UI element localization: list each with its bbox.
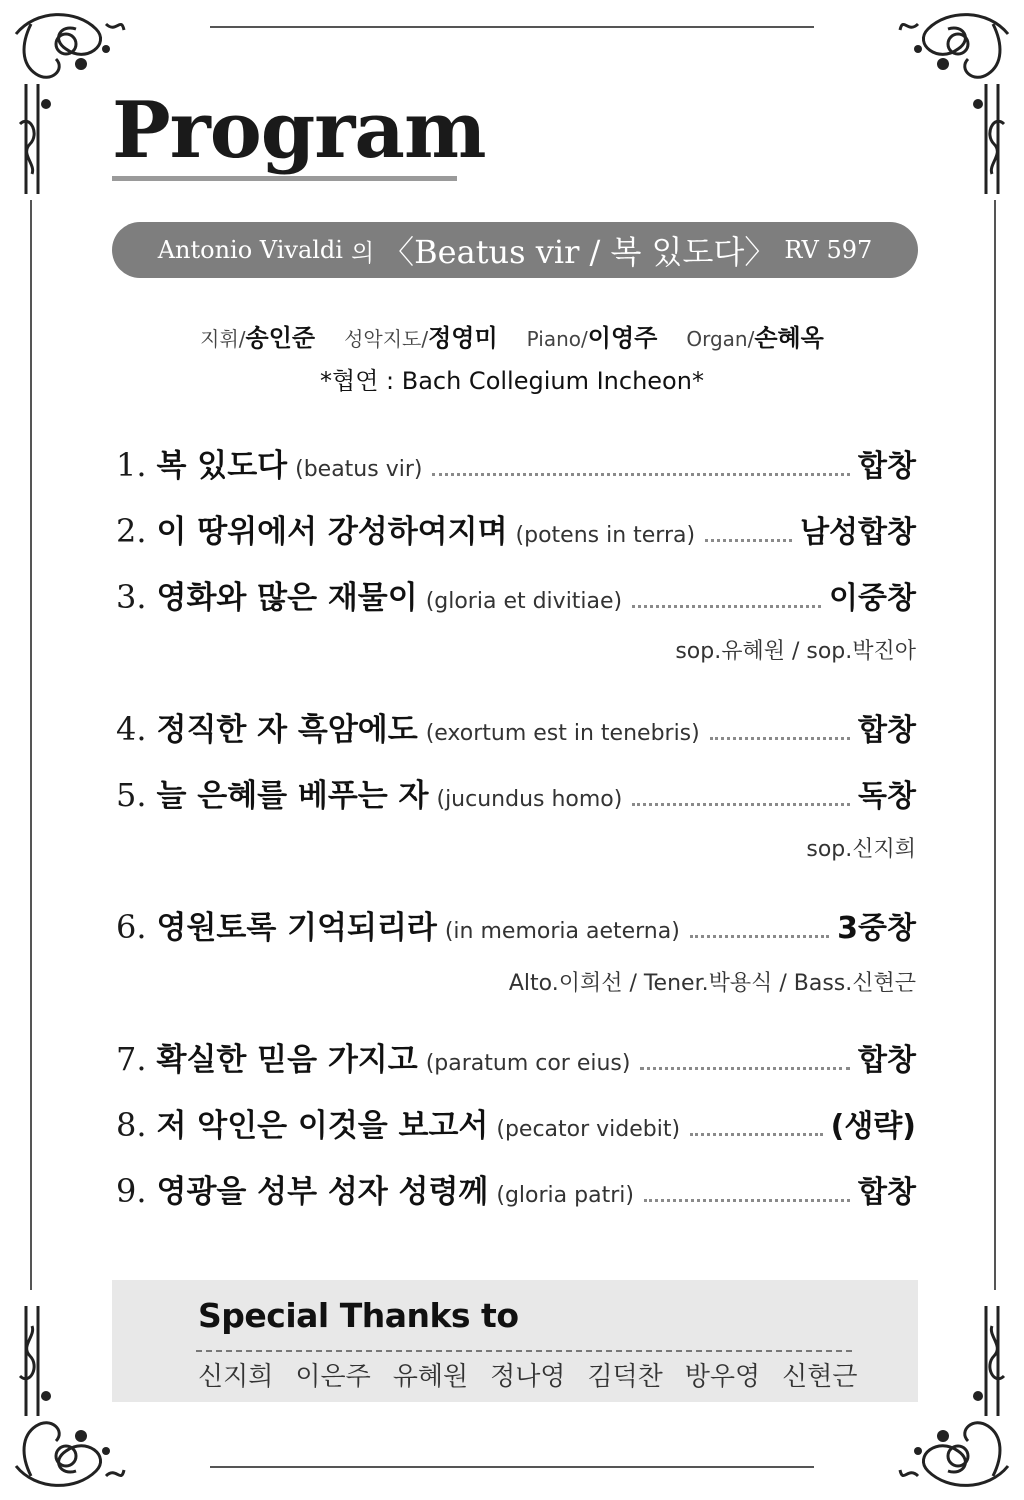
composer-name: Antonio Vivaldi <box>157 236 343 264</box>
item-number: 7. <box>116 1040 147 1078</box>
item-korean-title: 확실한 믿음 가지고 <box>156 1042 418 1078</box>
item-performance-type: 3중창 <box>837 911 916 946</box>
credit-name: 정영미 <box>428 324 498 352</box>
item-performance-type: 합창 <box>858 713 916 748</box>
ornament-top-left-icon <box>6 4 126 204</box>
item-performance-type: 합창 <box>858 449 916 484</box>
work-catalog: RV 597 <box>784 236 873 264</box>
thanks-name: 방우영 <box>684 1362 761 1392</box>
program-item <box>116 506 916 550</box>
item-soloists: Alto.이희선 / Tener.박용식 / Bass.신현근 <box>508 971 916 996</box>
item-latin-title: (pecator videbit) <box>496 1117 681 1142</box>
item-latin-title: (beatus vir) <box>295 457 423 482</box>
leader-dots <box>640 1067 850 1070</box>
item-korean-title: 복 있도다 <box>156 448 288 484</box>
leader-dots <box>705 539 792 542</box>
special-thanks-box <box>112 1280 918 1402</box>
item-number: 3. <box>116 578 147 616</box>
item-korean-title: 영광을 성부 성자 성령께 <box>156 1174 489 1210</box>
item-number: 1. <box>116 446 147 484</box>
program-item <box>116 1034 916 1078</box>
program-item <box>116 770 916 814</box>
credit-name: 송인준 <box>245 324 316 352</box>
leader-dots <box>432 473 850 476</box>
item-korean-title: 영원토록 기억되리라 <box>156 910 437 946</box>
item-performance-type: 이중창 <box>829 581 916 616</box>
ornament-top-right-icon <box>898 4 1018 204</box>
thanks-names-list <box>198 1356 858 1393</box>
item-latin-title: (potens in terra) <box>515 523 696 548</box>
item-performance-type: 남성합창 <box>800 515 916 550</box>
thanks-name: 신지희 <box>198 1362 274 1392</box>
thanks-name: 정나영 <box>490 1362 566 1392</box>
title-underline <box>112 176 457 181</box>
thanks-name: 이은주 <box>295 1362 371 1392</box>
item-korean-title: 저 악인은 이것을 보고서 <box>156 1108 489 1144</box>
leader-dots <box>632 803 850 806</box>
special-thanks-title: Special Thanks to <box>198 1296 519 1335</box>
credit-name: 이영주 <box>587 324 658 352</box>
thanks-divider <box>196 1350 852 1352</box>
work-name: 〈Beatus vir / 복 있도다〉 <box>382 233 777 271</box>
thanks-name: 유혜원 <box>392 1362 469 1392</box>
item-korean-title: 늘 은혜를 베푸는 자 <box>156 778 429 814</box>
leader-dots <box>710 737 850 740</box>
ornament-bottom-left-icon <box>6 1296 126 1496</box>
credit-role: Piano/ <box>526 327 588 351</box>
page-title-block <box>112 85 486 181</box>
item-performance-type: 합창 <box>858 1043 916 1078</box>
thanks-name: 김덕찬 <box>587 1362 663 1392</box>
item-korean-title: 정직한 자 흑암에도 <box>156 712 418 748</box>
credit-role: 지휘/ <box>200 327 246 351</box>
frame-bottom-line <box>210 1466 814 1468</box>
item-soloists: sop.유혜원 / sop.박진아 <box>675 639 916 664</box>
collaboration-note: *협연 : Bach Collegium Incheon* <box>320 367 704 395</box>
thanks-name: 신현근 <box>782 1362 858 1392</box>
credit-role: 성악지도/ <box>344 327 429 351</box>
leader-dots <box>644 1199 850 1202</box>
program-item <box>116 572 916 616</box>
item-number: 4. <box>116 710 147 748</box>
item-number: 9. <box>116 1172 147 1210</box>
item-korean-title: 영화와 많은 재물이 <box>156 580 418 616</box>
leader-dots <box>632 605 821 608</box>
item-latin-title: (exortum est in tenebris) <box>425 721 700 746</box>
program-item <box>116 704 916 748</box>
program-item <box>116 1166 916 1210</box>
item-latin-title: (paratum cor eius) <box>425 1051 631 1076</box>
leader-dots <box>690 1133 823 1136</box>
item-latin-title: (gloria et divitiae) <box>425 589 623 614</box>
item-performance-type: 독창 <box>858 779 916 814</box>
credits-row <box>0 318 1024 353</box>
item-performance-type: (생략) <box>830 1109 916 1144</box>
item-latin-title: (gloria patri) <box>496 1183 634 1208</box>
item-latin-title: (jucundus homo) <box>436 787 623 812</box>
item-number: 5. <box>116 776 147 814</box>
credit-name: 손혜옥 <box>754 324 824 352</box>
work-title-banner <box>112 222 918 278</box>
item-number: 2. <box>116 512 147 550</box>
item-performance-type: 합창 <box>858 1175 916 1210</box>
item-number: 8. <box>116 1106 147 1144</box>
item-soloists: sop.신지희 <box>806 837 916 862</box>
item-latin-title: (in memoria aeterna) <box>444 919 680 944</box>
page-title: Program <box>112 85 486 176</box>
frame-top-line <box>210 26 814 28</box>
program-item <box>116 440 916 484</box>
item-number: 6. <box>116 908 147 946</box>
item-korean-title: 이 땅위에서 강성하여지며 <box>156 514 508 550</box>
leader-dots <box>690 935 829 938</box>
work-particle: 의 <box>350 238 375 267</box>
credit-role: Organ/ <box>686 327 755 351</box>
performer-credits <box>0 318 1024 396</box>
program-item <box>116 902 916 946</box>
program-item <box>116 1100 916 1144</box>
